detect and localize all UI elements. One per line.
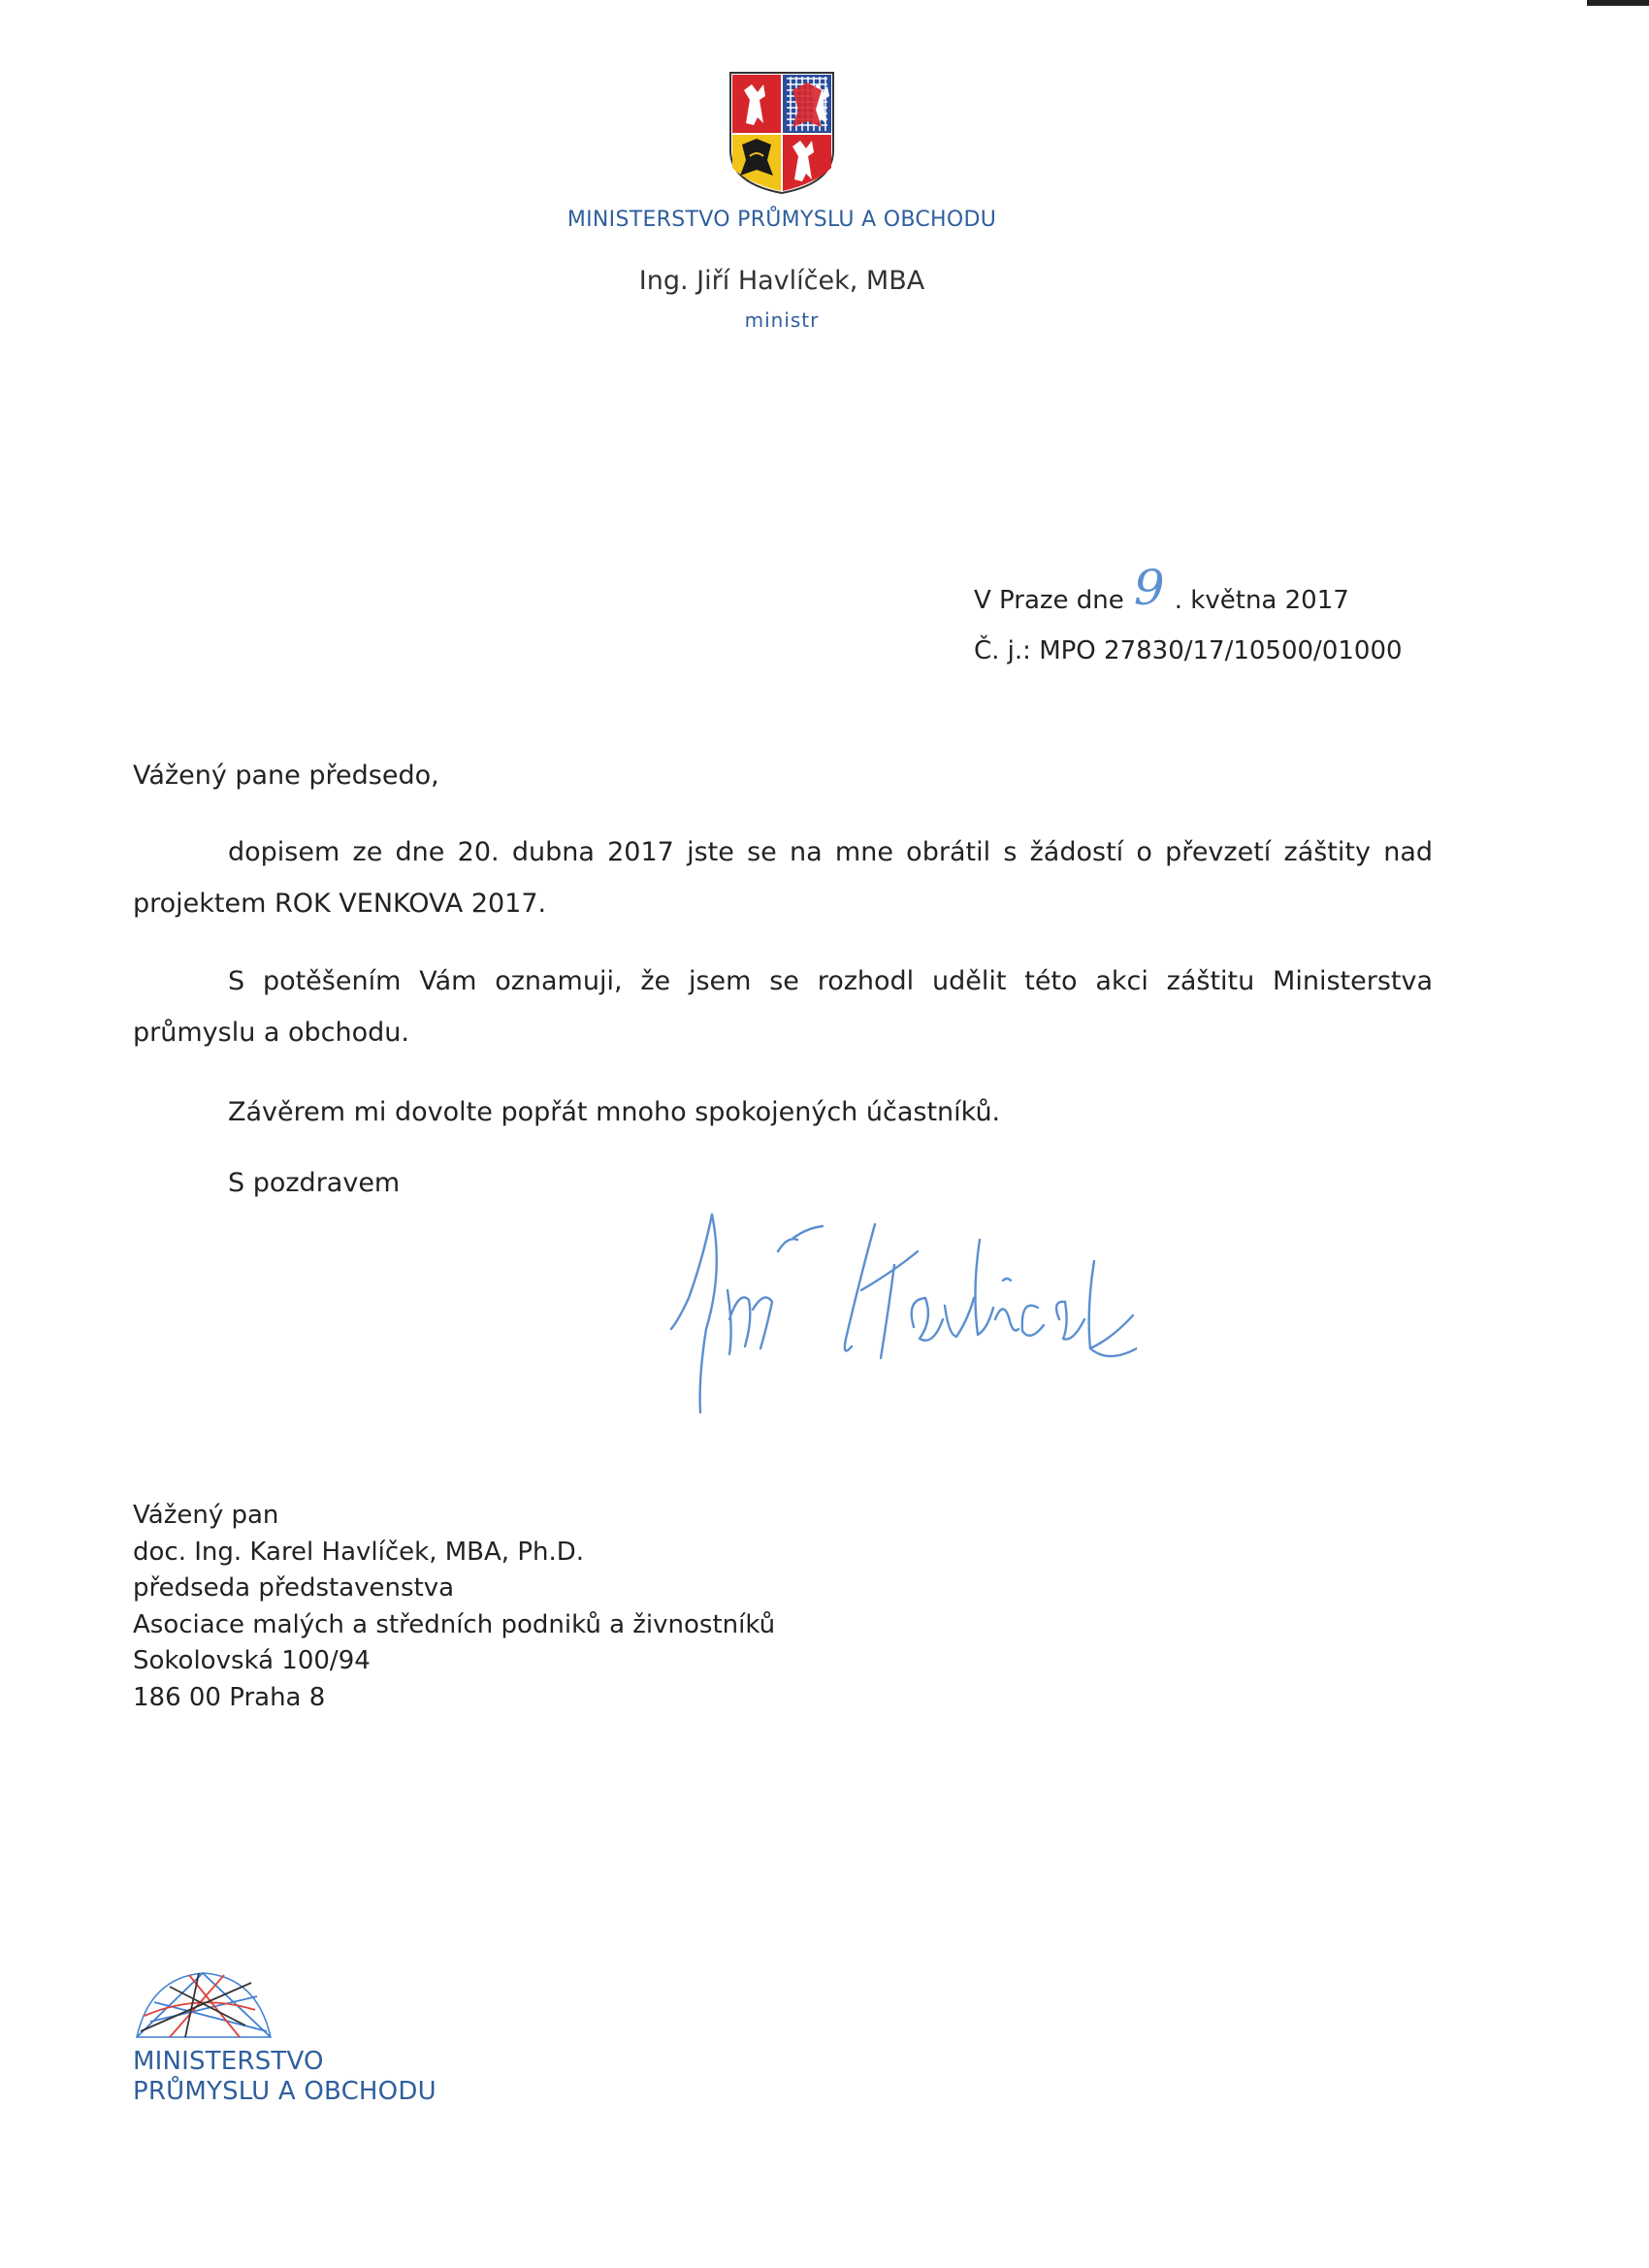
reference-number: Č. j.: MPO 27830/17/10500/01000 (974, 636, 1403, 665)
signature (652, 1183, 1137, 1426)
recipient-line: doc. Ing. Karel Havlíček, MBA, Ph.D. (133, 1537, 585, 1567)
date-day-handwritten: 9 (1133, 560, 1165, 616)
recipient-address (133, 1498, 775, 1716)
paragraph-2 (133, 956, 1433, 1058)
minister-role: ministr (744, 308, 820, 332)
recipient-line: Asociace malých a středních podniků a živnostníků (133, 1609, 776, 1639)
date-line (974, 560, 1349, 616)
footer-name-line-2: PRŮMYSLU A OBCHODU (133, 2077, 436, 2106)
salutation: Vážený pane předsedo, (133, 761, 439, 791)
paragraph-3-text: Závěrem mi dovolte popřát mnoho spokojených účastníků. (228, 1097, 1001, 1127)
recipient-line: předseda představenstva (133, 1573, 455, 1603)
minister-name: Ing. Jiří Havlíček, MBA (638, 266, 925, 296)
scan-corner-mark (1587, 0, 1649, 6)
date-prefix: V Praze dne (974, 586, 1124, 615)
recipient-line: Vážený pan (133, 1501, 279, 1530)
closing: S pozdravem (228, 1168, 401, 1198)
paragraph-1 (133, 826, 1433, 929)
ministry-logo-icon (131, 1963, 276, 2041)
paragraph-2-text: S potěšením Vám oznamuji, že jsem se rozhodl udělit této akci záštitu Ministerstva průmyslu a obchodu. (133, 966, 1433, 1048)
ministry-heading: MINISTERSTVO PRŮMYSLU A OBCHODU (566, 208, 997, 232)
paragraph-1-text: dopisem ze dne 20. dubna 2017 jste se na mne obrátil s žádostí o převzetí záštity nad projektem ROK VENKOVA 2017. (133, 837, 1433, 919)
recipient-line: 186 00 Praha 8 (133, 1682, 326, 1712)
date-suffix: . května 2017 (1174, 586, 1349, 615)
paragraph-3 (133, 1086, 1433, 1138)
coat-of-arms-icon (728, 71, 835, 195)
recipient-line: Sokolovská 100/94 (133, 1646, 371, 1675)
footer-name-line-1: MINISTERSTVO (133, 2047, 324, 2076)
footer-ministry-name (133, 2047, 436, 2107)
